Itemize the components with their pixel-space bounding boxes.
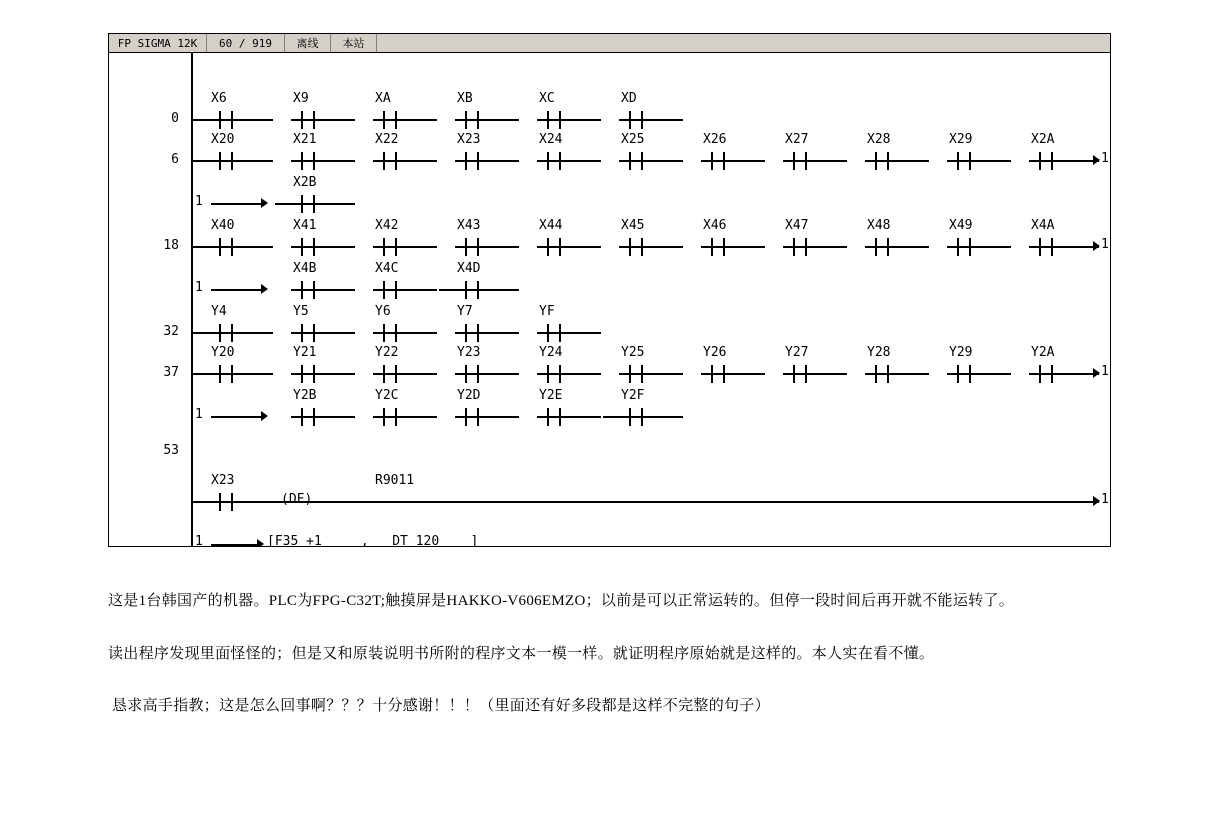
contact-bar-right [395,408,397,426]
contact-bar-left [301,408,303,426]
contact-label: X22 [375,132,399,147]
contact-bar-left [383,111,385,129]
contact-label: Y29 [949,345,973,360]
contact-Y21[interactable] [291,363,355,385]
contact-label: X45 [621,218,645,233]
contact-bar-right [477,238,479,256]
contact-label: X28 [867,132,891,147]
contact-X47[interactable] [783,236,847,258]
contact-bar-left [793,152,795,170]
contact-bar-left [875,365,877,383]
contact-label: X49 [949,218,973,233]
contact-bar-right [559,408,561,426]
contact-label: XB [457,91,473,106]
contact-X9[interactable] [291,109,355,131]
contact-Y22[interactable] [373,363,437,385]
contact-Y6[interactable] [373,322,437,344]
contact-label: X27 [785,132,809,147]
ladder-diagram[interactable] [109,53,1110,546]
contact-bar-right [313,365,315,383]
continuation-marker: 1 [1101,237,1109,252]
contact-YF[interactable] [537,322,601,344]
wrap-entry-wire [211,416,261,418]
contact-label: Y26 [703,345,727,360]
contact-label: Y25 [621,345,645,360]
contact-Y2A[interactable] [1029,363,1093,385]
contact-label: Y5 [293,304,309,319]
contact-bar-left [957,365,959,383]
contact-bar-left [547,408,549,426]
contact-bar-right [477,365,479,383]
contact-bar-right [887,365,889,383]
contact-Y25[interactable] [619,363,683,385]
contact-bar-left [465,324,467,342]
rung-entry-wire [191,373,209,375]
contact-X40[interactable] [209,236,273,258]
contact-label: X6 [211,91,227,106]
contact-bar-right [723,365,725,383]
contact-XC[interactable] [537,109,601,131]
rung-continuation-arrow [1093,155,1100,165]
contact-bar-right [805,238,807,256]
contact-bar-right [559,324,561,342]
contact-bar-left [547,365,549,383]
contact-X26[interactable] [701,150,765,172]
contact-bar-right [641,238,643,256]
contact-bar-left [957,238,959,256]
contact-Y5[interactable] [291,322,355,344]
contact-bar-left [957,152,959,170]
contact-bar-left [465,152,467,170]
contact-bar-left [383,281,385,299]
contact-X44[interactable] [537,236,601,258]
contact-label: Y2B [293,388,317,403]
contact-bar-right [641,111,643,129]
contact-bar-right [641,408,643,426]
contact-label: X29 [949,132,973,147]
contact-Y20[interactable] [209,363,273,385]
wrap-marker: 1 [195,407,203,422]
contact-X4A[interactable] [1029,236,1093,258]
contact-bar-right [231,238,233,256]
contact-label: Y2E [539,388,563,403]
contact-bar-right [723,238,725,256]
contact-bar-left [383,238,385,256]
contact-bar-right [887,152,889,170]
contact-label: X23 [211,473,235,488]
contact-Y2B[interactable] [291,406,355,428]
contact-X43[interactable] [455,236,519,258]
contact-bar-left [301,281,303,299]
contact-bar-left [711,152,713,170]
step-number: 32 [163,324,179,339]
contact-bar-left [301,238,303,256]
contact-bar-right [313,195,315,213]
contact-bar-right [231,152,233,170]
contact-bar-right [559,152,561,170]
step-number: 0 [171,111,179,126]
contact-label: Y2D [457,388,481,403]
contact-bar-left [793,238,795,256]
contact-label: Y24 [539,345,563,360]
contact-label: X44 [539,218,563,233]
contact-label: Y7 [457,304,473,319]
status-steps: 60 / 919 [207,34,285,52]
contact-bar-right [969,365,971,383]
continuation-marker: 1 [1101,492,1109,507]
contact-bar-right [395,111,397,129]
contact-Y2E[interactable] [537,406,601,428]
contact-bar-right [231,493,233,511]
rung-entry-wire [191,332,209,334]
contact-bar-right [969,152,971,170]
contact-bar-right [969,238,971,256]
post-text [108,590,1168,748]
contact-X42[interactable] [373,236,437,258]
contact-X48[interactable] [865,236,929,258]
contact-bar-left [547,152,549,170]
instruction-entry-wire [211,544,257,546]
contact-label: Y2F [621,388,645,403]
contact-X27[interactable] [783,150,847,172]
contact-label: X24 [539,132,563,147]
contact-bar-left [301,111,303,129]
contact-label: X40 [211,218,235,233]
contact-label: YF [539,304,555,319]
contact-bar-left [465,408,467,426]
contact-bar-right [559,238,561,256]
df-coil[interactable]: (DF) [281,492,313,507]
status-model: FP SIGMA 12K [109,34,207,52]
contact-bar-left [629,238,631,256]
rung-entry-wire [191,501,209,503]
status-spacer [377,34,1110,52]
contact-bar-left [219,493,221,511]
contact-Y26[interactable] [701,363,765,385]
contact-bar-left [547,238,549,256]
contact-bar-left [465,365,467,383]
contact-bar-right [641,152,643,170]
contact-bar-right [313,324,315,342]
contact-bar-left [711,365,713,383]
contact-bar-left [219,324,221,342]
contact-bar-right [1051,238,1053,256]
continuation-marker: 1 [1101,364,1109,379]
contact-X21[interactable] [291,150,355,172]
step-number: 18 [163,238,179,253]
contact-label: XC [539,91,555,106]
contact-bar-left [383,152,385,170]
contact-X23[interactable] [455,150,519,172]
wrap-marker: 1 [195,194,203,209]
contact-Y2C[interactable] [373,406,437,428]
contact-X45[interactable] [619,236,683,258]
contact-bar-right [395,238,397,256]
contact-Y7[interactable] [455,322,519,344]
contact-Y27[interactable] [783,363,847,385]
contact-label: Y23 [457,345,481,360]
status-station[interactable]: 本站 [331,34,377,52]
contact-bar-left [465,238,467,256]
contact-bar-left [219,152,221,170]
contact-bar-left [383,408,385,426]
contact-label: X23 [457,132,481,147]
plc-ladder-window [108,33,1111,547]
contact-X4B[interactable] [291,279,355,301]
wrap-entry-arrow [261,198,268,208]
contact-label: X4D [457,261,481,276]
contact-label: X4B [293,261,317,276]
contact-X28[interactable] [865,150,929,172]
contact-label: X43 [457,218,481,233]
contact-label: Y27 [785,345,809,360]
contact-label: X47 [785,218,809,233]
contact-bar-left [1039,365,1041,383]
rung-continuation-arrow [1093,241,1100,251]
contact-bar-right [313,238,315,256]
contact-Y28[interactable] [865,363,929,385]
wrap-entry-arrow [261,411,268,421]
contact-bar-left [383,324,385,342]
contact-bar-left [219,238,221,256]
contact-label: XD [621,91,637,106]
contact-bar-left [301,365,303,383]
left-power-rail [191,53,193,546]
contact-X25[interactable] [619,150,683,172]
instruction-block[interactable]: [F35 +1 , DT 120 ] [267,534,479,546]
contact-label: X25 [621,132,645,147]
contact-label: X2B [293,175,317,190]
contact-X29[interactable] [947,150,1011,172]
contact-Y29[interactable] [947,363,1011,385]
contact-bar-right [559,365,561,383]
contact-X23[interactable] [209,491,273,513]
contact-bar-left [875,238,877,256]
contact-X49[interactable] [947,236,1011,258]
wrap-entry-wire [211,203,261,205]
contact-bar-left [465,111,467,129]
contact-bar-right [313,408,315,426]
contact-X20[interactable] [209,150,273,172]
contact-label: Y2A [1031,345,1055,360]
rung-entry-wire [191,246,209,248]
step-number: 6 [171,152,179,167]
contact-bar-left [875,152,877,170]
coil-label: R9011 [375,473,415,488]
contact-bar-left [219,365,221,383]
contact-bar-right [559,111,561,129]
contact-bar-right [1051,152,1053,170]
contact-label: X2A [1031,132,1055,147]
contact-bar-left [1039,238,1041,256]
contact-bar-right [477,408,479,426]
contact-bar-left [547,324,549,342]
contact-bar-right [231,324,233,342]
contact-bar-left [711,238,713,256]
contact-label: X4C [375,261,399,276]
contact-label: X42 [375,218,399,233]
contact-Y23[interactable] [455,363,519,385]
step-number: 37 [163,365,179,380]
contact-bar-right [231,111,233,129]
rung-entry-wire [191,119,209,121]
coil-continuation-arrow [1093,496,1100,506]
contact-Y4[interactable] [209,322,273,344]
contact-X4C[interactable] [373,279,437,301]
contact-X46[interactable] [701,236,765,258]
contact-label: X41 [293,218,317,233]
contact-bar-right [395,324,397,342]
contact-bar-right [231,365,233,383]
contact-bar-left [301,324,303,342]
contact-label: Y20 [211,345,235,360]
contact-bar-right [313,152,315,170]
contact-bar-right [477,111,479,129]
contact-label: X20 [211,132,235,147]
post-paragraph-1: 这是1台韩国产的机器。PLC为FPG-C32T;触摸屏是HAKKO-V606EMZO；以前是可以正常运转的。但停一段时间后再开就不能运转了。 [108,593,1015,609]
contact-label: X9 [293,91,309,106]
contact-X2A[interactable] [1029,150,1093,172]
contact-bar-right [477,152,479,170]
contact-label: Y22 [375,345,399,360]
rung-entry-wire [191,160,209,162]
contact-bar-right [887,238,889,256]
contact-bar-right [313,281,315,299]
contact-bar-right [1051,365,1053,383]
contact-bar-right [477,281,479,299]
contact-Y24[interactable] [537,363,601,385]
contact-label: Y6 [375,304,391,319]
contact-X24[interactable] [537,150,601,172]
wrap-tail-wire [439,289,467,291]
contact-bar-right [641,365,643,383]
contact-bar-right [805,365,807,383]
contact-bar-left [547,111,549,129]
contact-bar-left [629,365,631,383]
rung-continuation-arrow [1093,368,1100,378]
instruction-entry-arrow [257,539,264,546]
contact-bar-right [395,365,397,383]
contact-XA[interactable] [373,109,437,131]
contact-bar-left [301,152,303,170]
contact-label: Y2C [375,388,399,403]
contact-bar-right [477,324,479,342]
contact-bar-right [805,152,807,170]
contact-XD[interactable] [619,109,683,131]
contact-bar-left [793,365,795,383]
contact-label: X4A [1031,218,1055,233]
contact-label: Y4 [211,304,227,319]
contact-X41[interactable] [291,236,355,258]
continuation-marker: 1 [1101,151,1109,166]
contact-label: XA [375,91,391,106]
post-paragraph-2: 读出程序发现里面怪怪的；但是又和原装说明书所附的程序文本一模一样。就证明程序原始就是这样的。本人实在看不懂。 [108,645,935,662]
contact-bar-left [1039,152,1041,170]
post-paragraph-3: 恳求高手指教；这是怎么回事啊？？？十分感谢！！！（里面还有好多段都是这样不完整的句子） [112,698,770,714]
contact-bar-right [313,111,315,129]
wrap-tail-wire [603,416,631,418]
status-bar [109,34,1110,53]
wrap-entry-wire [211,289,261,291]
coil-output-wire [329,501,1099,503]
contact-bar-right [723,152,725,170]
contact-label: X46 [703,218,727,233]
contact-X6[interactable] [209,109,273,131]
contact-bar-right [395,152,397,170]
contact-bar-left [383,365,385,383]
step-number: 53 [163,443,179,458]
wrap-entry-arrow [261,284,268,294]
contact-label: X26 [703,132,727,147]
contact-bar-left [629,152,631,170]
wrap-tail-wire [275,203,303,205]
contact-label: Y28 [867,345,891,360]
contact-bar-left [629,111,631,129]
contact-X22[interactable] [373,150,437,172]
instruction-wrap-marker: 1 [195,534,203,546]
contact-bar-left [219,111,221,129]
contact-label: X21 [293,132,317,147]
contact-bar-right [395,281,397,299]
contact-XB[interactable] [455,109,519,131]
wrap-marker: 1 [195,280,203,295]
status-connection-mode[interactable]: 离线 [285,34,331,52]
contact-label: Y21 [293,345,317,360]
contact-Y2D[interactable] [455,406,519,428]
contact-label: X48 [867,218,891,233]
